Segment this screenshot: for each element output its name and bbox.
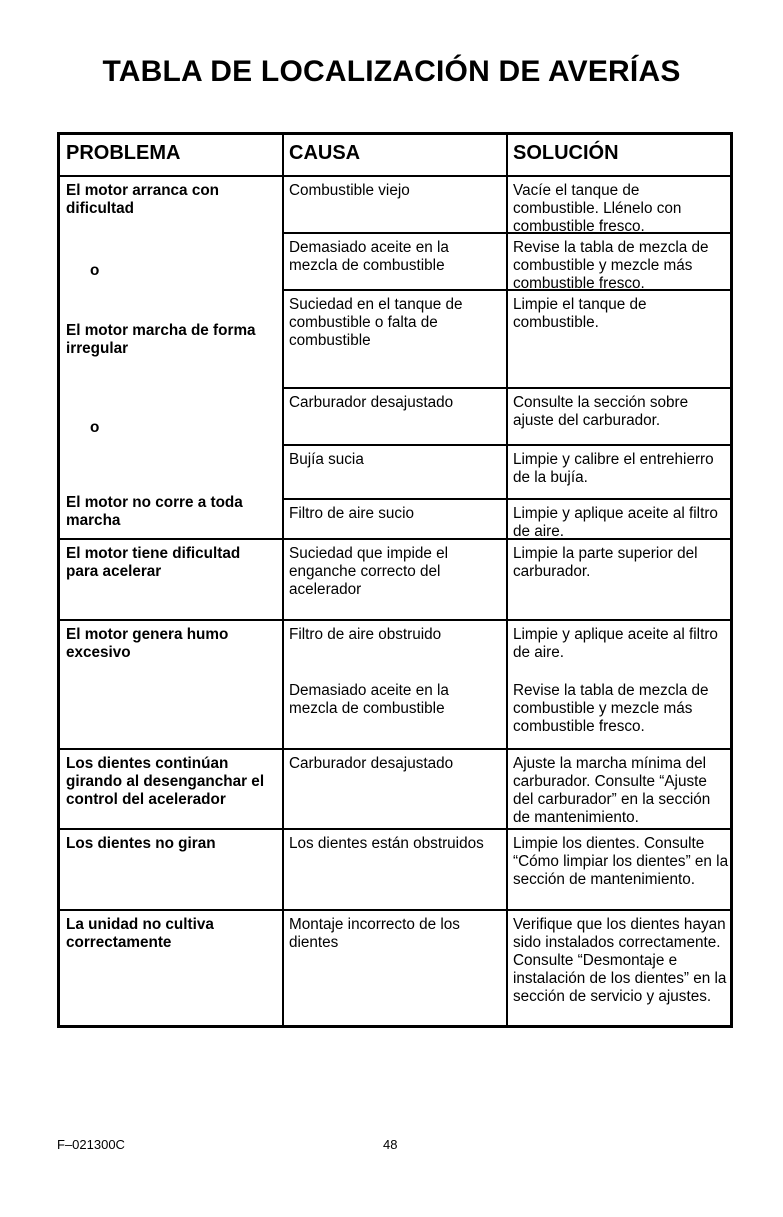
solution-cell: Revise la tabla de mezcla de combustible y mezcle más combustible fresco. <box>513 239 709 292</box>
cause-cell: Demasiado aceite en la mezcla de combustible <box>289 239 449 274</box>
solution-cell: Limpie y aplique aceite al filtro de aire. <box>513 626 718 661</box>
page-number: 48 <box>383 1137 398 1152</box>
cause-cell: Carburador desajustado <box>289 394 454 411</box>
header-cause: CAUSA <box>289 142 361 164</box>
cause-cell: Suciedad en el tanque de combustible o falta de combustible <box>289 296 463 349</box>
cause-cell: Bujía sucia <box>289 451 364 468</box>
solution-cell: Revise la tabla de mezcla de combustible y mezcle más combustible fresco. <box>513 682 709 735</box>
column-divider <box>506 135 508 1025</box>
cause-cell: Carburador desajustado <box>289 755 454 772</box>
cause-cell: Combustible viejo <box>289 182 410 199</box>
document-code: F–021300C <box>57 1137 125 1152</box>
solution-cell: Limpie el tanque de combustible. <box>513 296 647 331</box>
problem-cell: La unidad no cultiva correctamente <box>66 916 214 951</box>
row-divider <box>60 748 730 750</box>
solution-cell: Verifique que los dientes hayan sido instalados correctamente. Consulte “Desmontaje e instalación de los dientes” en la sección de servicio y ajustes. <box>513 916 727 1005</box>
problem-or-connector: o <box>90 262 100 279</box>
page-title: TABLA DE LOCALIZACIÓN DE AVERÍAS <box>102 55 681 88</box>
problem-cell: Los dientes no giran <box>66 835 216 852</box>
row-divider <box>60 909 730 911</box>
cause-cell: Suciedad que impide el enganche correcto del acelerador <box>289 545 449 598</box>
problem-cell: El motor tiene dificultad para acelerar <box>66 545 241 580</box>
problem-or-connector: o <box>90 419 100 436</box>
problem-cell: Los dientes continúan girando al desenganchar el control del acelerador <box>66 755 265 808</box>
solution-cell: Limpie los dientes. Consulte “Cómo limpiar los dientes” en la sección de mantenimiento. <box>513 835 729 888</box>
header-solution: SOLUCIÓN <box>513 142 619 164</box>
cause-cell: Filtro de aire obstruido <box>289 626 442 643</box>
cause-cell: Demasiado aceite en la mezcla de combustible <box>289 682 449 717</box>
row-divider <box>60 619 730 621</box>
cause-row-divider <box>282 444 730 446</box>
solution-cell: Limpie y calibre el entrehierro de la bujía. <box>513 451 714 486</box>
cause-cell: Filtro de aire sucio <box>289 505 414 522</box>
column-divider <box>282 135 284 1025</box>
problem-cell: El motor marcha de forma irregular <box>66 322 256 357</box>
solution-cell: Limpie y aplique aceite al filtro de aire. <box>513 505 718 540</box>
problem-cell: El motor arranca con dificultad <box>66 182 220 217</box>
header-divider <box>60 175 730 177</box>
troubleshooting-table <box>57 132 733 1028</box>
problem-cell: El motor no corre a toda marcha <box>66 494 243 529</box>
cause-row-divider <box>282 498 730 500</box>
solution-cell: Consulte la sección sobre ajuste del carburador. <box>513 394 689 429</box>
solution-cell: Limpie la parte superior del carburador. <box>513 545 698 580</box>
row-divider <box>60 828 730 830</box>
solution-cell: Vacíe el tanque de combustible. Llénelo con combustible fresco. <box>513 182 682 235</box>
solution-cell: Ajuste la marcha mínima del carburador. Consulte “Ajuste del carburador” en la sección de mantenimiento. <box>513 755 711 826</box>
cause-cell: Montaje incorrecto de los dientes <box>289 916 460 951</box>
problem-cell: El motor genera humo excesivo <box>66 626 229 661</box>
cause-cell: Los dientes están obstruidos <box>289 835 484 852</box>
header-problem: PROBLEMA <box>66 142 181 164</box>
cause-row-divider <box>282 387 730 389</box>
